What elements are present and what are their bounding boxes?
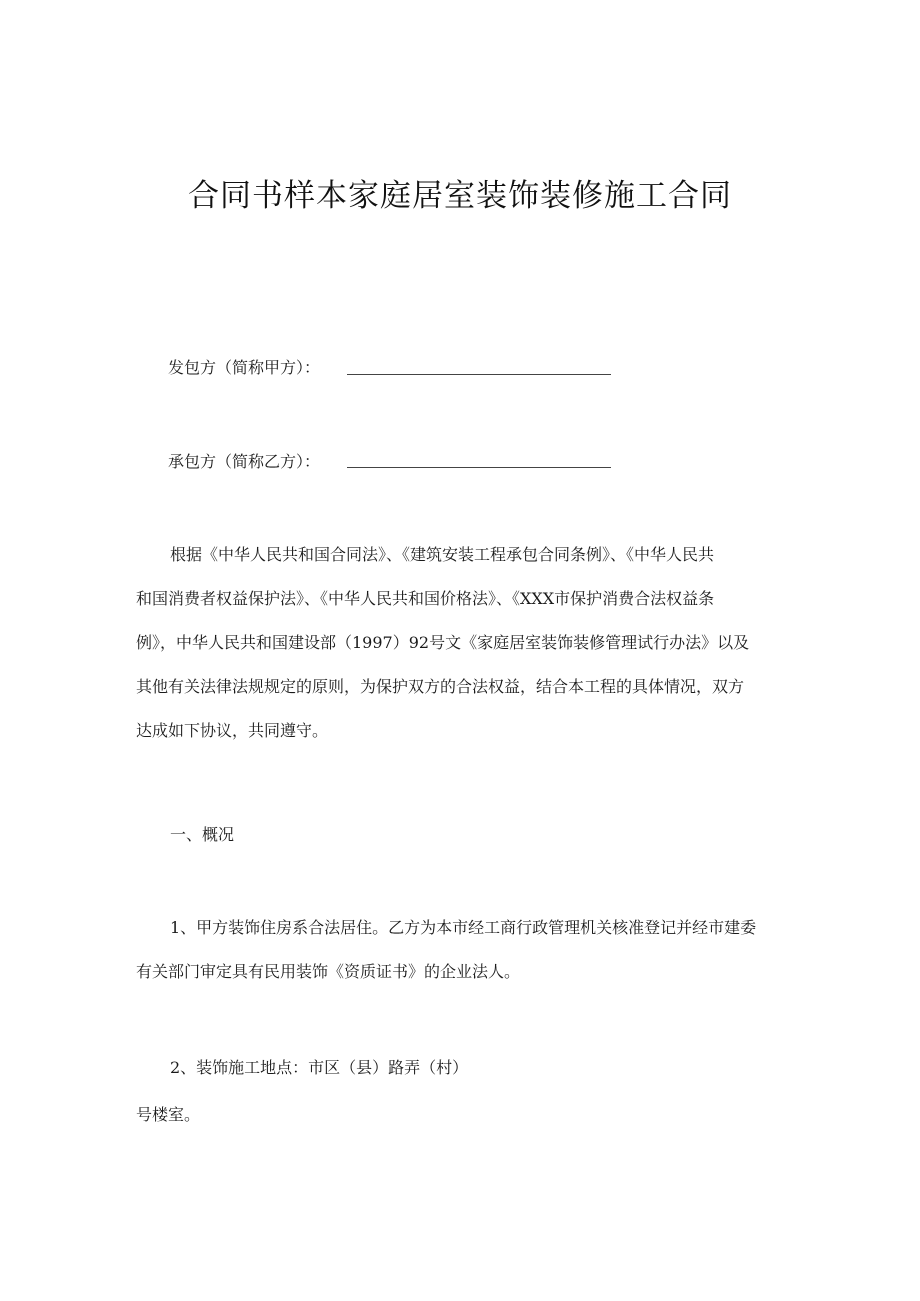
party-b-blank-line (347, 467, 611, 468)
preamble-line: 达成如下协议，共同遵守。 (136, 721, 329, 740)
preamble-line: 例》，中华人民共和国建设部（1997）92号文《家庭居室装饰装修管理试行办法》以及 (136, 633, 750, 652)
clause-2-location: 2、装饰施工地点：市区（县）路弄（村） (170, 1058, 469, 1077)
preamble-line: 其他有关法律法规规定的原则，为保护双方的合法权益，结合本工程的具体情况，双方 (136, 677, 745, 696)
clause-2-room: 号楼室。 (136, 1105, 201, 1124)
document-title: 合同书样本家庭居室装饰装修施工合同 (188, 178, 732, 214)
preamble-paragraph (136, 545, 796, 765)
party-b-label: 承包方（简称乙方）： (168, 452, 321, 471)
party-a-blank-line (347, 374, 611, 375)
party-a-label: 发包方（简称甲方）： (168, 358, 321, 377)
preamble-line: 和国消费者权益保护法》、《中华人民共和国价格法》、《XXX市保护消费合法权益条 (136, 589, 715, 608)
clause-1-line: 有关部门审定具有民用装饰《资质证书》的企业法人。 (136, 962, 521, 981)
section-heading-overview: 一、概况 (170, 825, 235, 844)
preamble-line: 根据《中华人民共和国合同法》、《建筑安装工程承包合同条例》、《中华人民共 (170, 545, 715, 564)
clause-1-line: 1、甲方装饰住房系合法居住。乙方为本市经工商行政管理机关核准登记并经市建委 (170, 918, 757, 937)
clause-1-paragraph (136, 918, 796, 1006)
